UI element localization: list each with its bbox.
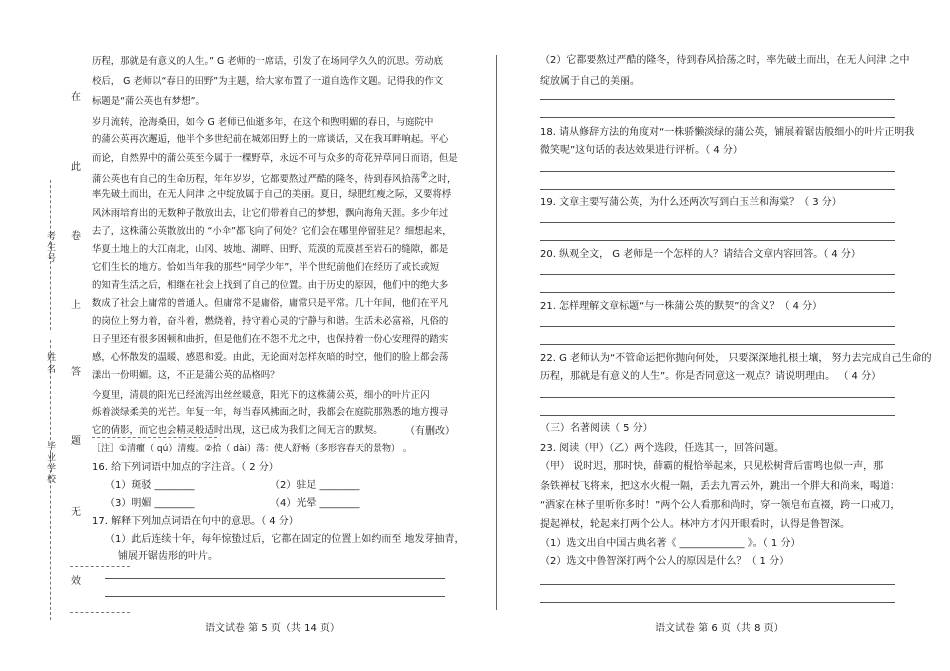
q17-item1-line2: 铺展开锯齿形的叶片。 bbox=[118, 551, 218, 562]
passage-line-1: 历程，那就是有意义的人生。” G 老师的一席话，引发了在场同学久久的沉思。劳动底 bbox=[92, 56, 443, 67]
page-footer-right: 语文试卷 第 6 页（共 8 页） bbox=[655, 623, 784, 634]
notes-separator bbox=[92, 437, 217, 438]
answer-line[interactable] bbox=[540, 602, 895, 603]
q17-item1-line1: （1）此后连续十年，每年惊蛰过后，它都在固定的位置上如约而至 地发芽抽青， bbox=[105, 534, 465, 545]
passage-line-3: 标题是“蒲公英也有梦想”。 bbox=[92, 96, 205, 107]
q21: 21. 怎样理解文章标题“与一株蒲公英的默契”的含义？（ 4 分） bbox=[540, 301, 823, 312]
binding-dash bbox=[70, 612, 130, 613]
q20: 20. 纵观全文， G 老师是一个怎样的人？请结合文章内容回答。（ 4 分） bbox=[540, 249, 861, 260]
answer-line[interactable] bbox=[540, 274, 895, 275]
answer-line[interactable] bbox=[540, 415, 895, 416]
binding-char-5: 答 bbox=[71, 367, 81, 378]
q16-stem: 16. 给下列词语中加点的字注音。（ 2 分） bbox=[92, 462, 279, 473]
page-footer-left: 语文试卷 第 5 页（共 14 页） bbox=[205, 623, 340, 634]
q18-line1: 18. 请从修辞方法的角度对“一株骄懒淡绿的蒲公英，铺展着锯齿般细小的叶片正明我 bbox=[540, 127, 915, 138]
binding-char-4: 上 bbox=[71, 300, 81, 311]
column-divider bbox=[496, 55, 497, 610]
passage-line-20: 烁着淡绿柔美的光芒。年复一年，每当春风拂面之时，我都会在庭院那熟悉的地方搜寻 bbox=[92, 407, 449, 418]
q23-jia-line4: 提起禅杖，轮起来打两个公人。林冲方才闪开眼看时，认得是鲁智深。 bbox=[540, 519, 850, 530]
q16-item-1: （1）斑驳 ________ bbox=[105, 480, 195, 491]
passage-line-7: 蒲公英也有自己的生命历程，年年岁岁，它都要熬过严酷的隆冬，待到春风拾荡②之时， bbox=[92, 171, 457, 186]
q16-item-2: （2）驻足 ________ bbox=[270, 480, 360, 491]
binding-char-8: 效 bbox=[71, 576, 81, 587]
binding-char-2: 此 bbox=[71, 162, 81, 173]
q23-jia-line1: （甲） 说时迟，那时快，薛霸的棍恰举起来，只见松树背后雷鸣也似一声，那 bbox=[540, 461, 884, 472]
q23-jia-line2: 条铁禅杖飞将来，把这水火棍一隔，丢去九霄云外，跳出一个胖大和尚来，喝道： bbox=[540, 481, 900, 492]
field-name: 姓 名 bbox=[47, 353, 57, 375]
passage-line-11: 华夏土地上的大江南北，山冈、坡地、湖畔、田野、荒漠的荒漠甚至岩石的缝隙，都是 bbox=[92, 244, 449, 255]
q17-stem: 17. 解释下列加点词语在句中的意思。（ 4 分） bbox=[92, 516, 299, 527]
q18-line2: 微笑呢”这句话的表达效果进行评析。（ 4 分） bbox=[540, 145, 743, 156]
passage-line-16: 日子里还有很多困顿和曲折，但是他们在不怨不尤之中，也保持着一份心安理得的踏实 bbox=[92, 334, 449, 345]
q16-item-3: （3）明媚 ________ bbox=[105, 498, 195, 509]
passage-line-18: 漾出一份明媚。这，不正是蒲公英的品格吗？ bbox=[92, 370, 280, 381]
answer-line[interactable] bbox=[540, 117, 895, 118]
answer-line[interactable] bbox=[540, 99, 895, 100]
binding-char-3: 卷 bbox=[71, 231, 81, 242]
answer-line[interactable] bbox=[540, 222, 895, 223]
field-candidate-no: 考 生 号 bbox=[47, 232, 57, 264]
field-school: 毕 业 学 校 bbox=[47, 442, 57, 485]
passage-line-19: 今夏里，清晨的阳光已经流泻出丝丝暖意，阳光下的这株蒲公英，细小的叶片正闪 bbox=[92, 390, 430, 401]
q23-sub1: （1）选文出自中国古典名著《 _____________ 》。（ 1 分） bbox=[540, 538, 801, 549]
passage-line-8: 率先破土而出，在无人问津 之中绽放属于自己的美丽。夏日，绿肥红瘦之际，又要将桴 bbox=[92, 189, 452, 200]
q22-line2: 历程，那就是有意义的人生”。你是否同意这一观点？请说明理由。 （ 4 分） bbox=[540, 371, 882, 382]
q22-line1: 22. G 老师认为“不管命运把你抛向何处， 只要深深地扎根土壤， 努力去完成自己生命的 bbox=[540, 353, 932, 364]
q19: 19. 文章主要写蒲公英，为什么还两次写到白玉兰和海棠？（ 3 分） bbox=[540, 197, 842, 208]
passage-line-4: 岁月流转，沧海桑田，如今 G 老师已仙逝多年，在这个和煦明媚的春日，与庭院中 bbox=[92, 117, 434, 128]
passage-line-14: 数成了社会上庸常的普通人。但庸常不是庸俗，庸常只是平常。几十年间，他们在平凡 bbox=[92, 298, 449, 309]
answer-line[interactable] bbox=[540, 189, 895, 190]
answer-line[interactable] bbox=[540, 344, 895, 345]
q23-sub2: （2）选文中鲁智深打两个公人的原因是什么？（ 1 分） bbox=[540, 556, 790, 567]
binding-char-6: 题 bbox=[71, 436, 81, 447]
passage-line-21: 它的倩影，而它也会精灵般适时出现，这已成为我们之间无言的默契。 bbox=[92, 425, 383, 436]
q17-item2-line1: （2）它都要熬过严酷的隆冬，待到春风拾荡之时，率先破土而出，在无人问津 之中 bbox=[540, 55, 910, 66]
binding-dash bbox=[70, 566, 130, 567]
answer-line[interactable] bbox=[540, 171, 895, 172]
q17-item2-line2: 绽放属于自己的美丽。 bbox=[540, 76, 640, 87]
answer-line[interactable] bbox=[540, 326, 895, 327]
passage-line-9: 风沐雨培育出的无数种子散放出去，让它们带着自己的梦想，飘向海角天涯。多少年过 bbox=[92, 208, 449, 219]
passage-line-2: 校后， G 老师以“春日的田野”为主题，给大家布置了一道自选作文题。记得我的作文 bbox=[92, 76, 444, 87]
passage-line-13: 的知青生活之后，相继在社会上找到了自己的位置。由于历史的原因，他们中的绝大多 bbox=[92, 280, 449, 291]
binding-char-1: 在 bbox=[71, 92, 81, 103]
section-3-heading: （三）名著阅读（ 5 分） bbox=[540, 423, 653, 434]
answer-line[interactable] bbox=[540, 292, 895, 293]
binding-char-7: 无 bbox=[71, 507, 81, 518]
q23-stem: 23. 阅读（甲）（乙）两个选段，任选其一，回答问题。 bbox=[540, 443, 785, 454]
passage-line-15: 的岗位上努力着，奋斗着，燃烧着，持守着心灵的宁静与和谐。生活未必富裕，凡俗的 bbox=[92, 316, 449, 327]
q16-item-4: （4）光晕 ________ bbox=[270, 498, 360, 509]
footnotes: ［注］①清癯（ qú）清瘦。②拾（ dài）荡：使人舒畅（多形容春天的景物） 。 bbox=[92, 444, 412, 454]
passage-line-5: 的蒲公英再次邂逅，他半个多世纪前在城郊田野上的一席谈话，又在我耳畔响起。平心 bbox=[92, 134, 449, 145]
q23-jia-line3: “洒家在林子里听你多时！”两个公人看那和尚时，穿一领皂布直裰，跨一口戒刀， bbox=[540, 500, 901, 511]
answer-line[interactable] bbox=[105, 578, 445, 579]
passage-line-17: 感，心怀散发的温暖、感恩和爱。由此，无论面对怎样灰暗的时空，他们的脸上都会荡 bbox=[92, 352, 449, 363]
answer-line[interactable] bbox=[540, 584, 895, 585]
answer-line[interactable] bbox=[540, 240, 895, 241]
answer-line[interactable] bbox=[540, 397, 895, 398]
passage-line-10: 去了，这株蒲公英散放出的 “小伞”都飞向了何处？它们会在哪里停留驻足？细想起来， bbox=[92, 226, 452, 237]
passage-line-12: 它们生长的地方。恰如当年我的那些“同学少年”，半个世纪前他们在经历了或长或短 bbox=[92, 262, 440, 273]
answer-line[interactable] bbox=[105, 596, 445, 597]
passage-line-6: 而论，自然界中的蒲公英至今属于一棵野草，永远不可与众多的奇花异草同日而语，但是 bbox=[92, 153, 458, 164]
source-note: （有删改） bbox=[405, 426, 455, 437]
